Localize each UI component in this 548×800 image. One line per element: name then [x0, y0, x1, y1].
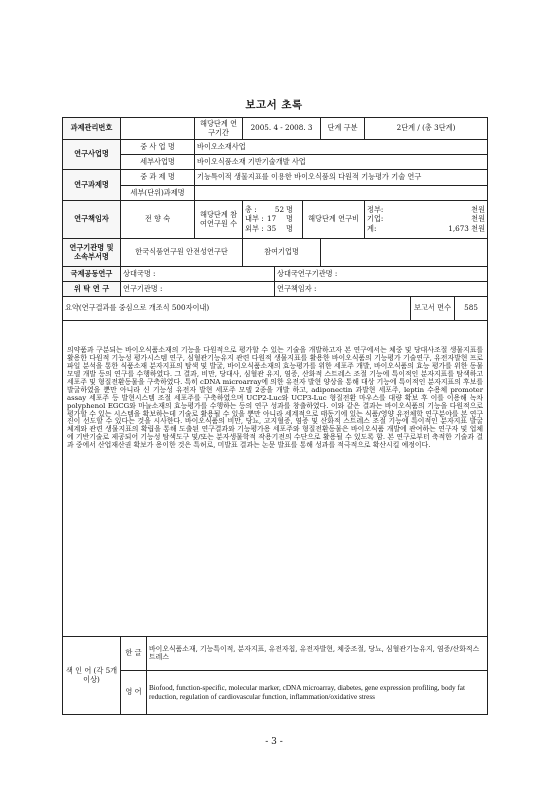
mid-program-value: 바이오소재사업 — [195, 140, 488, 155]
row-detail-project — [63, 186, 488, 201]
row-summary-body — [63, 341, 488, 637]
row-org — [63, 239, 488, 267]
row-project-no — [63, 118, 488, 140]
summary-text: 의약품과 구분되는 바이오식품소재의 기능을 다원적으로 평가할 수 있는 기술을 개발하고자 본 연구에서는 체중 및 당대사조절 생물지표를 활용한 다원적 기능성 평가시스템 연구, 심혈관기능유지 관련 다원적 생물지표를 활용한 바이오식품의 기능평가 기술연구, 유전자발현 프로파일 분석을 통한 식품소재 분자지표의 탐색 및 발굴, 바이오식품소재의 효능평가를 위한 세포주 개발, 바이오식품의 효능 평가를 위한 동물모델 개발 등의 연구를 수행하였다. 그 결과, 비만, 당대사, 심혈관 유지, 염증, 산화적 스트레스 조절 기능에 특이적인 분자지표를 탐색하고 세포주 및 형질전환동물을 구축하였다. 특히 cDNA microarray에 의한 유전자 발현 양상을 통해 대상 기능에 특이적인 분자지표의 후보를 발굴하였을 뿐만 아니라 신 기능성 유전자 발현 세포주 모델 2종을 개발 하고, adiponectin 과발현 세포주, leptin 수용체 promoter assay 세포주 등 발현시스템 조절 세포주를 구축하였으며 UCP2-Luc와 UCP3-Luc 형질전환 마우스를 대량 확보 후 이를 이용해 녹차 polyphenol EGCG와 마늘소재의 효능평가를 수행하는 등의 연구 성과를 창출하였다. 이와 같은 결과는 바이오식품의 기능을 다원적으로 평가할 수 있는 시스템을 확보하는데 기술로 활용될 수 있을 뿐만 아니라 세계적으로 태동기에 있는 식품/영양 유전체학 연구분야를 본 연구진이 선도할 수 있다는 것을 시사한다. 바이오식품의 비만, 당뇨, 고지혈증, 염증 및 산화적 스트레스 조절 기능에 특이적인 분자지표 발굴 체계와 관련 생물지표의 확립을 통해 도출된 연구결과와 기능평가용 세포주와 형질전환동물은 바이오식품 개발에 관여하는 연구자 및 업체에 기반기술로 제공되어 기능성 탐색도구 및/또는 분자생물학적 작용기전의 수단으로 활용될 수 있도록 함. 본 연구로부터 축적한 기술과 결과 중에서 산업재산권 확보가 용이한 것은 특허로, 미발표 결과는 논문 발표를 통해 성과를 적극적으로 확산시킬 예정이다. — [63, 341, 488, 637]
intl-joint-label: 국제공동연구 — [63, 267, 121, 282]
participants-label: 해당단계 참여연구원 수 — [195, 201, 243, 239]
row-keywords-korean — [63, 637, 488, 671]
detail-project-label: 세부(단위)과제명 — [121, 186, 195, 201]
row-summary-header — [63, 297, 488, 321]
row-sub-program — [63, 155, 488, 170]
mid-project-value: 기능특이적 생물지표를 이용한 바이오식품의 다원적 기능평가 기술 연구 — [195, 170, 488, 186]
mid-project-label: 중 과 제 명 — [121, 170, 195, 186]
row-commission — [63, 282, 488, 297]
commission-label: 위 탁 연 구 — [63, 282, 121, 297]
row-keywords-english — [63, 671, 488, 715]
keywords-label: 색 인 어 (각 5개 이상) — [63, 637, 121, 715]
researcher-name: 전 향 숙 — [121, 201, 195, 239]
partner-org-label: 상대국연구기관명 : — [275, 267, 488, 282]
pages-label: 보고서 면수 — [411, 297, 455, 321]
korean-label: 한 글 — [121, 637, 147, 671]
summary-label: 요약(연구결과를 중심으로 개조식 500자이내) — [63, 297, 411, 321]
commission-researcher-label: 연구책임자 : — [275, 282, 488, 297]
company-amount: 천원 — [471, 214, 486, 224]
stage-value: 2단계 / (총 3단계) — [365, 118, 488, 140]
partner-country-label: 상대국명 : — [121, 267, 275, 282]
participating-company-value — [321, 239, 488, 267]
detail-project-value — [195, 186, 488, 201]
english-label: 영 어 — [121, 671, 147, 715]
period-label: 해당단계 연구기간 — [195, 118, 243, 140]
budget-values: 정부: 천원 기업: 천원 계: 1,673 천원 — [365, 201, 488, 239]
keywords-korean: 바이오식품소재, 기능특이적, 분자지표, 유전자칩, 유전자발현, 체중조절, 당뇨, 심혈관기능유지, 염증/산화적스트레스 — [147, 637, 488, 671]
stage-label: 단계 구분 — [321, 118, 365, 140]
report-abstract-table — [62, 117, 488, 715]
external-count: 35 — [267, 223, 277, 233]
org-value: 한국식품연구원 안전성연구단 — [121, 239, 243, 267]
project-name-label: 연구과제명 — [63, 170, 121, 201]
budget-label: 해당단계 연구비 — [303, 201, 365, 239]
participating-company-label: 참여기업명 — [243, 239, 321, 267]
commission-org-label: 연구기관명 : — [121, 282, 275, 297]
sum-amount: 1,673 천원 — [448, 223, 486, 233]
row-mid-program — [63, 140, 488, 155]
total-count: 52 — [274, 205, 285, 215]
gov-amount: 천원 — [471, 205, 486, 215]
row-blank — [63, 321, 488, 342]
row-researcher — [63, 201, 488, 239]
keywords-english: Biofood, function-specific, molecular marker, cDNA microarray, diabetes, gene expression profiling, body fat reduction, regulation of cardiovascular function, inflammation/oxidative stress — [147, 671, 488, 715]
sub-program-value: 바이오식품소재 기반기술개발 사업 — [195, 155, 488, 170]
row-intl-joint — [63, 267, 488, 282]
sub-program-label: 세부사업명 — [121, 155, 195, 170]
page-title: 보고서 초록 — [245, 99, 303, 111]
program-label: 연구사업명 — [63, 140, 121, 170]
participants-values: 총 : 52 명 내부 : 17 명 외부 : 35 명 — [243, 201, 303, 239]
project-no-label: 과제관리번호 — [63, 118, 121, 140]
mid-program-label: 중 사 업 명 — [121, 140, 195, 155]
period-value: 2005. 4 - 2008. 3 — [243, 118, 321, 140]
page-number: - 3 - — [265, 737, 283, 747]
internal-count: 17 — [267, 214, 277, 224]
pages-value: 585 — [455, 297, 488, 321]
project-no-value — [121, 118, 195, 140]
researcher-label: 연구책임자 — [63, 201, 121, 239]
org-label: 연구기관명 및 소속부서명 — [63, 239, 121, 267]
row-mid-project — [63, 170, 488, 186]
